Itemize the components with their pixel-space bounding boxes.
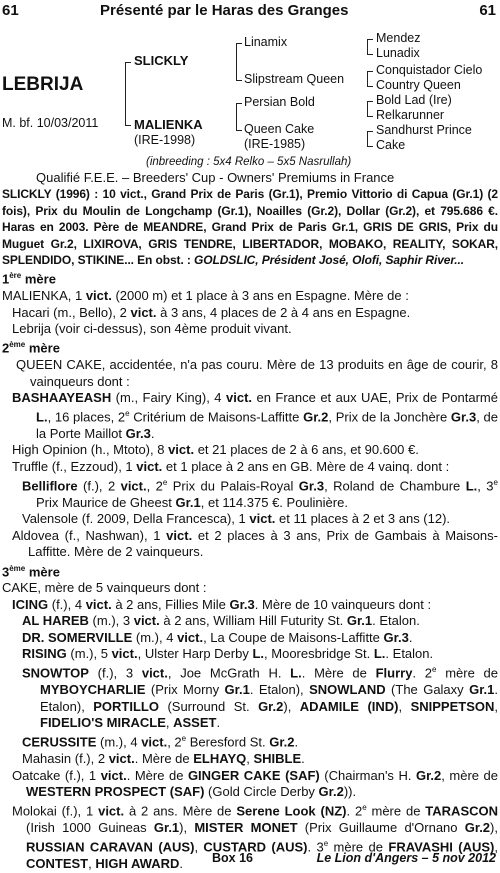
catalogue-body xyxy=(2,170,498,873)
produce-entry: Belliflore (f.), 2 vict., 2e Prix du Palais-Royal Gr.3, Roland de Chambure L., 3e Prix Maurice de Gheest Gr.1, et 114.375 €. Poulinière. xyxy=(22,478,498,511)
box-number: Box 16 xyxy=(212,851,253,865)
produce-entry: SNOWTOP (f.), 3 vict., Joe McGrath H. L.. Mère de Flurry. 2e mère de MYBOYCHARLIE (Prix Morny Gr.1. Etalon), SNOWLAND (The Galaxy Gr.1. Etalon), PORTILLO (Surround St. Gr.2), ADAMILE (IND), SNIPPETSON, FIDELIO'S MIRACLE, ASSET. xyxy=(22,665,499,730)
ancestor: Lunadix xyxy=(376,46,420,60)
pedigree-bracket xyxy=(367,131,373,147)
produce-entry: CERUSSITE (m.), 4 vict., 2e Beresford St. Gr.2. xyxy=(22,734,299,750)
produce-entry: High Opinion (h., Mtoto), 8 vict. et 21 places de 2 à 6 ans, et 90.600 €. xyxy=(12,442,419,458)
section-heading-3: 3ème mère xyxy=(2,563,60,579)
dam-sire: Persian Bold xyxy=(244,95,315,109)
dam-record: QUEEN CAKE, accidentée, n'a pas couru. Mère de 13 produits en âge de courir, 8 vainqueurs dont : xyxy=(16,357,498,389)
produce-entry: AL HAREB (m.), 3 vict. à 2 ans, William Hill Futurity St. Gr.1. Etalon. xyxy=(22,613,420,629)
dam-dam: Queen Cake xyxy=(244,122,315,136)
sire-sire: Linamix xyxy=(244,35,288,49)
produce-entry: Oatcake (f.), 1 vict.. Mère de GINGER CAKE (SAF) (Chairman's H. Gr.2, mère de WESTERN PROSPECT (SAF) (Gold Circle Derby Gr.2)). xyxy=(12,767,498,799)
ancestor: Sandhurst Prince xyxy=(376,123,472,137)
produce-entry: Mahasin (f.), 2 vict.. Mère de ELHAYQ, SHIBLE. xyxy=(22,751,305,767)
inbreeding-note: (inbreeding : 5x4 Relko – 5x5 Nasrullah) xyxy=(146,156,352,168)
ancestor: Cake xyxy=(376,138,406,152)
lot-number-right: 61 xyxy=(479,2,496,19)
qualification-line: Qualifié F.E.E. – Breeders' Cup - Owners' Premiums in France xyxy=(36,170,395,185)
horse-name: LEBRIJA xyxy=(2,74,84,95)
dam-record: MALIENKA, 1 vict. (2000 m) et 1 place à 3 ans en Espagne. Mère de : xyxy=(2,288,409,304)
ancestor: Mendez xyxy=(376,31,421,45)
dam-record: CAKE, mère de 5 vainqueurs dont : xyxy=(2,580,207,596)
section-heading-1: 1ère mère xyxy=(2,271,56,287)
pedigree-bracket xyxy=(367,101,373,117)
produce-entry: Valensole (f. 2009, Della Francesca), 1 vict. et 11 places à 2 et 3 ans (12). xyxy=(22,511,451,527)
horse-description: M. bf. 10/03/2011 xyxy=(2,116,99,130)
sire-name: SLICKLY xyxy=(134,53,189,68)
produce-entry: Truffle (f., Ezzoud), 1 vict. et 1 place à 2 ans en GB. Mère de 4 vainq. dont : xyxy=(12,458,450,474)
pedigree-bracket xyxy=(367,71,373,87)
produce-entry: ICING (f.), 4 vict. à 2 ans, Fillies Mile Gr.3. Mère de 10 vainqueurs dont : xyxy=(12,596,432,612)
sire-dam: Slipstream Queen xyxy=(244,72,345,86)
pedigree-bracket xyxy=(236,103,242,131)
page-title: Présenté par le Haras des Granges xyxy=(100,2,349,19)
dam-name: MALIENKA xyxy=(134,117,203,132)
produce-entry: Lebrija (voir ci-dessus), son 4ème produit vivant. xyxy=(12,320,292,336)
produce-entry: DR. SOMERVILLE (m.), 4 vict., La Coupe de Maisons-Laffitte Gr.3. xyxy=(22,629,413,645)
produce-entry: Aldovea (f., Nashwan), 1 vict. et 2 places à 3 ans, Prix de Gambais à Maisons-Laffitte. Mère de 2 vainqueurs. xyxy=(12,527,498,560)
ancestor: Relkarunner xyxy=(376,108,445,122)
produce-entry: Hacari (m., Bello), 2 vict. à 3 ans, 4 places de 2 à 4 ans en Espagne. xyxy=(12,304,411,320)
pedigree-bracket xyxy=(367,39,373,55)
dam-origin: (IRE-1998) xyxy=(134,133,196,147)
lot-number-left: 61 xyxy=(2,2,19,19)
produce-entry: BASHAAYEASH (m., Fairy King), 4 vict. en France et aux UAE, Prix de Pontarmé L., 16 places, 2e Critérium de Maisons-Laffitte Gr.2, Prix de la Jonchère Gr.3, de la Porte Maillot Gr.3. xyxy=(12,389,498,442)
ancestor: Bold Lad (Ire) xyxy=(376,93,452,107)
dam-dam-origin: (IRE-1985) xyxy=(244,137,306,151)
ancestor: Country Queen xyxy=(376,78,461,92)
sire-record: SLICKLY (1996) : 10 vict., Grand Prix de Paris (Gr.1), Premio Vittorio di Capua (Gr.1) (2 fois), Prix du Moulin de Longchamp (Gr.1), Noailles (Gr.2), Dollar (Gr.2), et 795.686 €. Haras en 2003. Père de MEANDRE, Grand Prix de Paris Gr.1, GRIS DE GRIS, Prix du Muguet Gr.2, LIXIROVA, GRIS TENDRE, LIBERTADOR, MOBAKO, REALITY, SOKAR, SPLENDIDO, STIKINE... En obst. : GOLDSLIC, Président José, Olofi, Saphir River... xyxy=(2,187,498,268)
pedigree-bracket xyxy=(236,43,242,81)
pedigree-bracket xyxy=(125,62,131,126)
section-heading-2: 2ème mère xyxy=(2,340,60,356)
produce-entry: Molokai (f.), 1 vict. à 2 ans. Mère de Serene Look (NZ). 2e mère de TARASCON (Irish 1000 Guineas Gr.1), MISTER MONET (Prix Guillaume d'Ornano Gr.2), RUSSIAN CARAVAN (AUS), CUSTARD (AUS). 3e mère de FRAVASHI (AUS), CONTEST, HIGH AWARD. xyxy=(12,803,498,872)
produce-entry: RISING (m.), 5 vict., Ulster Harp Derby L., Mooresbridge St. L.. Etalon. xyxy=(22,646,434,662)
event-info: Le Lion d'Angers – 5 nov 2012 xyxy=(316,851,496,865)
ancestor: Conquistador Cielo xyxy=(376,63,483,77)
